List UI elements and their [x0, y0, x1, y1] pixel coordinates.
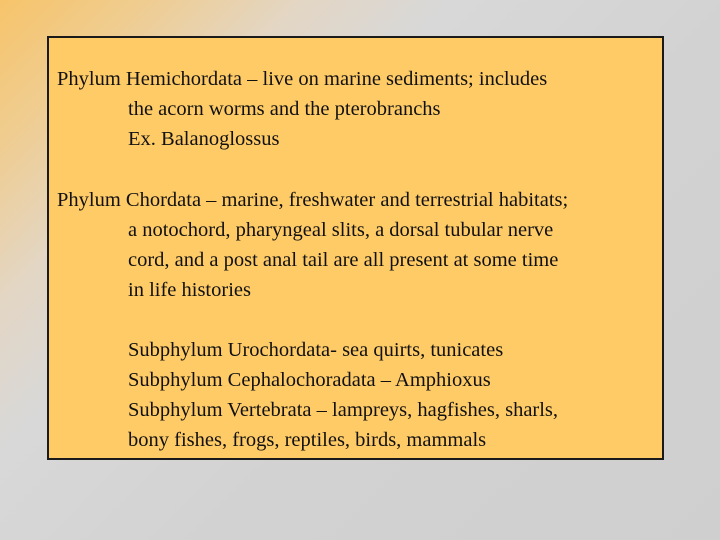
chordata-line-4: in life histories: [128, 279, 251, 301]
hemichordata-line-1: Phylum Hemichordata – live on marine sediments; includes: [57, 68, 548, 90]
subphylum-vertebrata-continued: bony fishes, frogs, reptiles, birds, mammals: [128, 429, 487, 451]
hemichordata-line-2: the acorn worms and the pterobranchs: [128, 98, 441, 120]
hemichordata-example: Ex. Balanoglossus: [128, 128, 280, 150]
subphylum-urochordata: Subphylum Urochordata- sea quirts, tunicates: [128, 339, 504, 361]
slide-text: [57, 64, 657, 455]
content-box: [47, 36, 664, 460]
subphylum-vertebrata: Subphylum Vertebrata – lampreys, hagfishes, sharls,: [128, 399, 559, 421]
paragraph-gap: [57, 305, 657, 335]
chordata-line-1: Phylum Chordata – marine, freshwater and terrestrial habitats;: [57, 189, 569, 211]
paragraph-gap: [57, 154, 657, 185]
chordata-line-3: cord, and a post anal tail are all present at some time: [128, 249, 559, 271]
subphylum-cephalochordata: Subphylum Cephalochoradata – Amphioxus: [128, 369, 491, 391]
chordata-line-2: a notochord, pharyngeal slits, a dorsal tubular nerve: [128, 219, 554, 241]
